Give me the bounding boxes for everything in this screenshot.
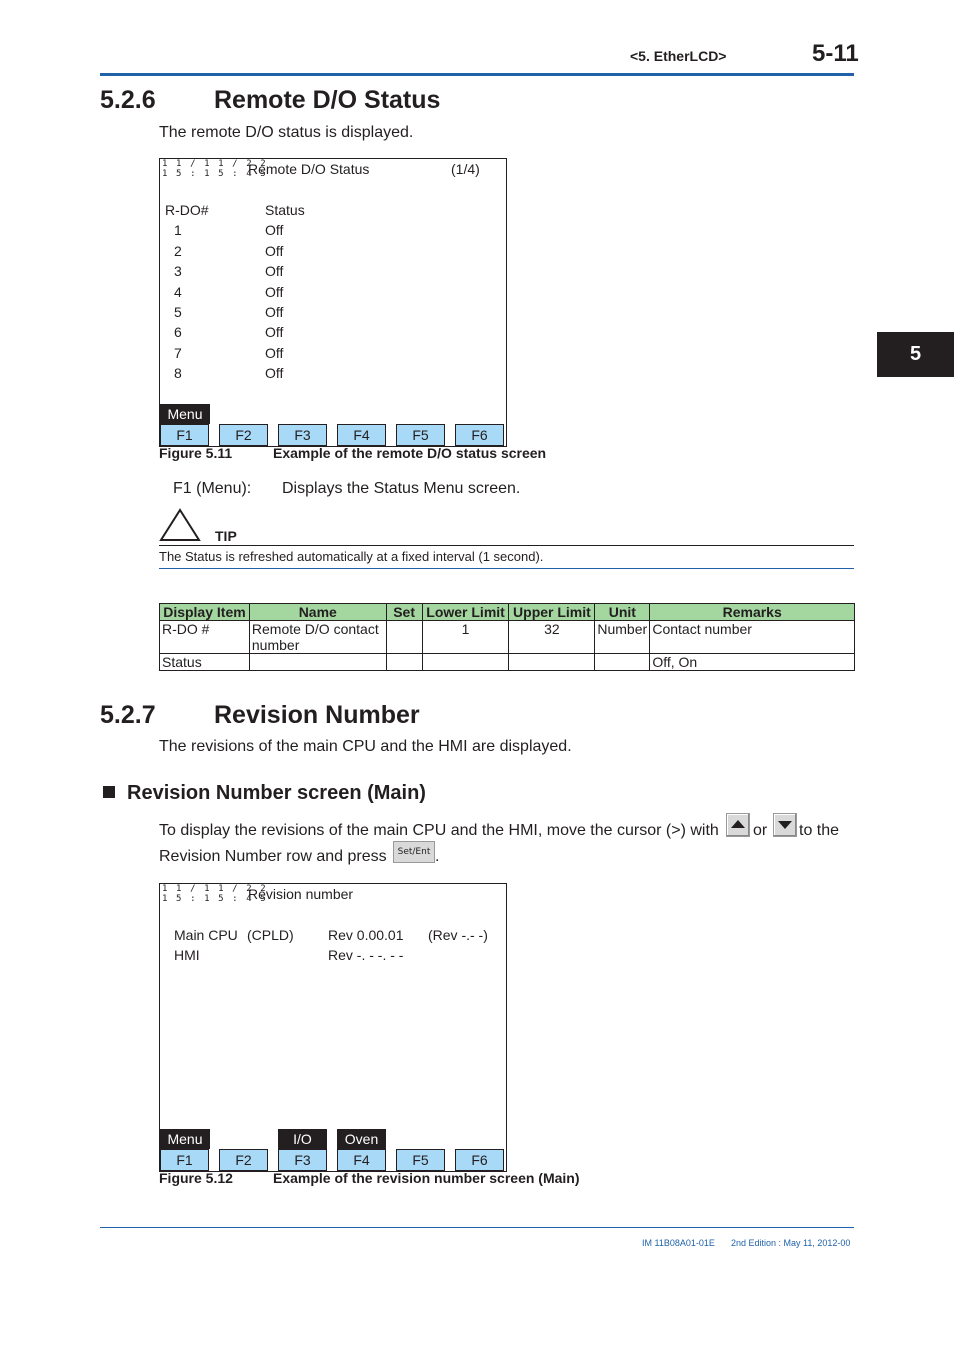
row-status: Off <box>265 365 284 381</box>
table-cell <box>386 654 422 671</box>
figure-label: Figure 5.12 <box>159 1170 233 1186</box>
row-number: 8 <box>174 365 182 381</box>
softkey-io[interactable]: I/O <box>278 1129 327 1149</box>
table-cell: R-DO # <box>160 621 250 654</box>
instruction-line-2: Revision Number row and press <box>159 848 387 865</box>
table-cell <box>595 654 650 671</box>
table-header: Display Item <box>160 604 250 621</box>
table-cell: Off, On <box>650 654 855 671</box>
table-cell: 1 <box>422 621 509 654</box>
screen-date: 1 1 / 1 1 / 2 2 <box>162 159 268 169</box>
column-rdo: R-DO# <box>165 202 209 218</box>
down-arrow-key-icon <box>773 813 797 837</box>
document-id: IM 11B08A01-01E <box>642 1238 715 1248</box>
main-cpu-revision: Rev 0.00.01 <box>328 927 404 943</box>
tip-triangle-icon <box>159 508 201 542</box>
table-header: Remarks <box>650 604 855 621</box>
figure-caption: Example of the revision number screen (Main) <box>273 1170 580 1186</box>
row-status: Off <box>265 243 284 259</box>
tip-label: TIP <box>215 528 237 544</box>
table-row <box>160 621 855 654</box>
row-number: 5 <box>174 304 182 320</box>
table-header: Upper Limit <box>509 604 595 621</box>
row-number: 1 <box>174 222 182 238</box>
page-number: 5-11 <box>812 40 859 67</box>
row-number: 6 <box>174 324 182 340</box>
row-number: 2 <box>174 243 182 259</box>
remote-do-spec-table <box>159 603 855 671</box>
chapter-header: <5. EtherLCD> <box>630 48 727 64</box>
screen-date: 1 1 / 1 1 / 2 2 <box>162 884 268 894</box>
screen-page-indicator: (1/4) <box>451 161 480 177</box>
hmi-revision: Rev -. - -. - - <box>328 947 404 963</box>
section-heading-526 <box>100 86 440 115</box>
softkey-menu[interactable]: Menu <box>160 1129 210 1149</box>
screen-time: 1 5 : 1 5 : 4 5 <box>162 169 268 179</box>
row-status: Off <box>265 222 284 238</box>
table-cell: Remote D/O contact number <box>249 621 386 654</box>
table-header: Lower Limit <box>422 604 509 621</box>
section-title: Remote D/O Status <box>214 86 441 114</box>
row-status: Off <box>265 324 284 340</box>
row-status: Off <box>265 284 284 300</box>
table-cell: Contact number <box>650 621 855 654</box>
softkey-menu[interactable]: Menu <box>160 404 210 424</box>
section-intro: The revisions of the main CPU and the HMI are displayed. <box>159 738 572 755</box>
table-cell <box>509 654 595 671</box>
column-status: Status <box>265 202 305 218</box>
section-number: 5.2.7 <box>100 701 156 729</box>
instruction-text-2: to the <box>799 822 840 839</box>
fkey-f1[interactable]: F1 <box>160 424 209 446</box>
section-number: 5.2.6 <box>100 86 156 114</box>
table-header-row <box>160 604 855 621</box>
table-header: Unit <box>595 604 650 621</box>
fkey-f4[interactable]: F4 <box>337 424 386 446</box>
table-header: Name <box>249 604 386 621</box>
chapter-tab: 5 <box>877 332 954 377</box>
screen-title: Revision number <box>248 886 354 902</box>
instruction-text-1: To display the revisions of the main CPU and the HMI, move the cursor (>) with <box>159 822 719 839</box>
table-cell <box>386 621 422 654</box>
tip-text: The Status is refreshed automatically at a fixed interval (1 second). <box>159 549 544 564</box>
set-ent-key-icon: Set/Ent <box>393 841 435 863</box>
instruction-end: . <box>435 848 440 865</box>
main-cpu-label: Main CPU <box>174 927 238 943</box>
row-status: Off <box>265 345 284 361</box>
cpld-label: (CPLD) <box>247 927 294 943</box>
softkey-oven[interactable]: Oven <box>337 1129 386 1149</box>
fkey-f3[interactable]: F3 <box>278 424 327 446</box>
row-number: 7 <box>174 345 182 361</box>
table-cell: Number <box>595 621 650 654</box>
revision-number-screen <box>159 883 507 1172</box>
screen-time: 1 5 : 1 5 : 4 5 <box>162 894 268 904</box>
fkey-f6[interactable]: F6 <box>455 424 504 446</box>
footer-rule <box>100 1227 854 1228</box>
remote-do-status-screen <box>159 158 507 447</box>
fkey-f4[interactable]: F4 <box>337 1149 386 1171</box>
instruction-or: or <box>753 822 768 839</box>
table-cell <box>249 654 386 671</box>
figure-label: Figure 5.11 <box>159 445 233 461</box>
row-number: 3 <box>174 263 182 279</box>
section-intro: The remote D/O status is displayed. <box>159 124 414 141</box>
up-arrow-key-icon <box>726 813 750 837</box>
table-cell: Status <box>160 654 250 671</box>
square-bullet-icon <box>103 786 115 798</box>
edition-info: 2nd Edition : May 11, 2012-00 <box>731 1238 851 1248</box>
fkey-f1[interactable]: F1 <box>160 1149 209 1171</box>
table-cell: 32 <box>509 621 595 654</box>
section-heading-527 <box>100 701 420 730</box>
row-status: Off <box>265 304 284 320</box>
table-header: Set <box>386 604 422 621</box>
table-row <box>160 654 855 671</box>
tip-rule-bottom <box>159 568 854 569</box>
figure-caption: Example of the remote D/O status screen <box>273 445 547 461</box>
f1-key-description: Displays the Status Menu screen. <box>282 480 521 497</box>
table-cell <box>422 654 509 671</box>
tip-rule-top <box>159 545 854 546</box>
fkey-f3[interactable]: F3 <box>278 1149 327 1171</box>
fkey-f2[interactable]: F2 <box>219 424 268 446</box>
section-title: Revision Number <box>214 701 420 729</box>
subheading <box>103 782 426 805</box>
hmi-label: HMI <box>174 947 200 963</box>
f1-key-label: F1 (Menu): <box>173 480 252 497</box>
row-status: Off <box>265 263 284 279</box>
fkey-f5[interactable]: F5 <box>396 424 445 446</box>
header-rule <box>100 73 854 76</box>
fkey-f2[interactable]: F2 <box>219 1149 268 1171</box>
fkey-f5[interactable]: F5 <box>396 1149 445 1171</box>
row-number: 4 <box>174 284 182 300</box>
screen-title: Remote D/O Status <box>248 161 370 177</box>
cpld-revision: (Rev -.- -) <box>428 927 488 943</box>
subheading-text: Revision Number screen (Main) <box>127 782 426 804</box>
fkey-f6[interactable]: F6 <box>455 1149 504 1171</box>
